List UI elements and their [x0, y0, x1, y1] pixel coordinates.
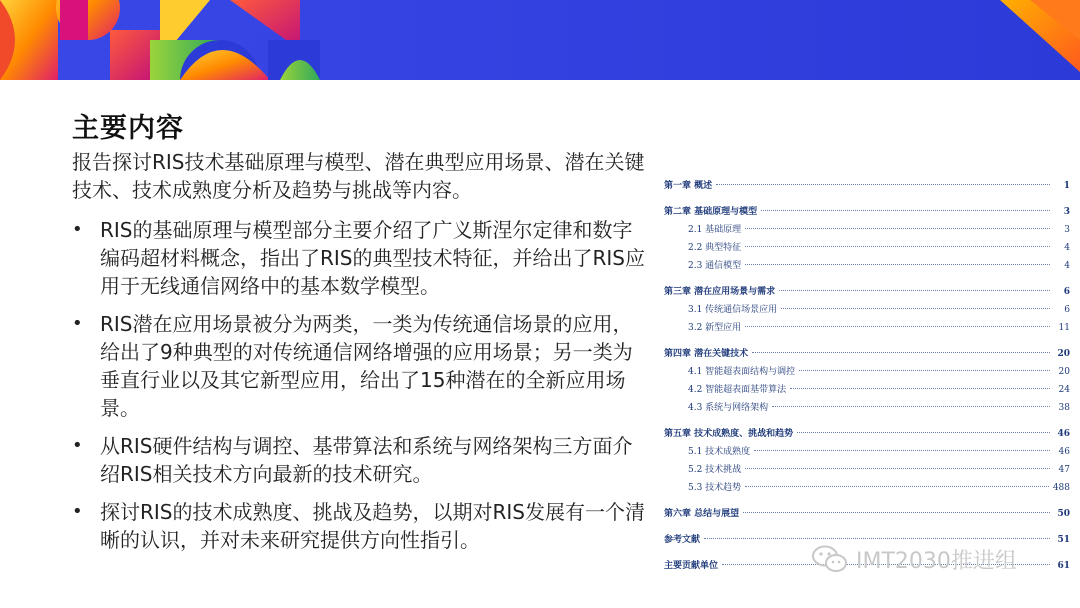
toc-label: 第三章 潜在应用场景与需求 [664, 287, 776, 297]
toc-leader [743, 512, 1050, 513]
toc-page-number: 3 [1064, 225, 1070, 235]
toc-label: 第四章 潜在关键技术 [664, 349, 749, 359]
toc-label: 2.1 基础原理 [688, 225, 742, 235]
toc-page-number: 46 [1058, 447, 1070, 457]
toc-label: 5.2 技术挑战 [688, 465, 742, 475]
toc-chapter-row [664, 284, 1070, 302]
toc-label: 2.2 典型特征 [688, 243, 742, 253]
toc-chapter-row [664, 204, 1070, 222]
bullet-list [72, 216, 650, 564]
toc-leader [761, 210, 1050, 211]
toc-label: 5.3 技术趋势 [688, 483, 742, 493]
toc-leader [752, 352, 1050, 353]
toc-page-number: 1 [1063, 181, 1070, 191]
bullet-text: RIS的基础原理与模型部分主要介绍了广义斯涅尔定律和数字编码超材料概念，指出了RIS的典型技术特征，并给出了RIS应用于无线通信网络中的基本数学模型。 [100, 218, 645, 298]
toc-section-row [664, 258, 1070, 276]
toc-leader [745, 486, 1049, 487]
toc-page-number: 46 [1057, 429, 1070, 439]
toc-label: 4.1 智能超表面结构与调控 [688, 367, 796, 377]
toc-leader [779, 290, 1050, 291]
toc-label: 3.2 新型应用 [688, 323, 742, 333]
decorative-banner [0, 0, 1080, 80]
toc-section-row [664, 320, 1070, 338]
toc-leader [745, 264, 1050, 265]
toc-leader [745, 326, 1050, 327]
toc-chapter-row [664, 178, 1070, 196]
toc-page-number: 50 [1057, 509, 1070, 519]
bullet-text: 从RIS硬件结构与调控、基带算法和系统与网络架构三方面介绍RIS相关技术方向最新的技术研究。 [100, 434, 633, 486]
toc-leader [790, 388, 1050, 389]
toc-label: 4.2 智能超表面基带算法 [688, 385, 787, 395]
toc-leader [716, 184, 1050, 185]
toc-section-row [664, 364, 1070, 382]
page-title: 主要内容 [72, 113, 184, 144]
toc-leader [745, 468, 1050, 469]
toc-page-number: 20 [1057, 349, 1070, 359]
toc-section-row [664, 400, 1070, 418]
table-of-contents [664, 178, 1070, 576]
toc-page-number: 20 [1058, 367, 1070, 377]
bullet-dot: • [72, 435, 83, 456]
toc-chapter-row [664, 426, 1070, 444]
toc-page-number: 38 [1058, 403, 1070, 413]
wechat-icon [812, 545, 848, 573]
toc-page-number: 488 [1052, 483, 1070, 493]
toc-page-number: 47 [1058, 465, 1070, 475]
watermark [812, 544, 1017, 574]
watermark-text: IMT2030推进组 [856, 548, 1017, 574]
intro-paragraph: 报告探讨RIS技术基础原理与模型、潜在典型应用场景、潜在关键技术、技术成熟度分析及趋势与挑战等内容。 [72, 150, 645, 202]
toc-label: 3.1 传统通信场景应用 [688, 305, 778, 315]
bullet-item [72, 498, 650, 554]
toc-leader [772, 406, 1050, 407]
bullet-text: RIS潜在应用场景被分为两类，一类为传统通信场景的应用，给出了9种典型的对传统通信网络增强的应用场景；另一类为垂直行业以及其它新型应用，给出了15种潜在的全新应用场景。 [100, 312, 633, 420]
toc-leader [781, 308, 1050, 309]
banner-graphic [0, 0, 1080, 80]
toc-section-row [664, 240, 1070, 258]
toc-leader [797, 432, 1050, 433]
toc-label: 第一章 概述 [664, 181, 713, 191]
toc-section-row [664, 222, 1070, 240]
toc-label: 第五章 技术成熟度、挑战和趋势 [664, 429, 794, 439]
toc-leader [745, 228, 1050, 229]
toc-leader [799, 370, 1050, 371]
toc-page-number: 11 [1058, 323, 1070, 333]
toc-section-row [664, 382, 1070, 400]
toc-section-row [664, 302, 1070, 320]
bullet-dot: • [72, 313, 83, 334]
toc-leader [745, 246, 1050, 247]
bullet-item [72, 310, 650, 422]
toc-label: 5.1 技术成熟度 [688, 447, 751, 457]
bullet-text: 探讨RIS的技术成熟度、挑战及趋势，以期对RIS发展有一个清晰的认识，并对未来研究提供方向性指引。 [100, 500, 645, 552]
toc-leader [754, 450, 1050, 451]
toc-section-row [664, 480, 1070, 498]
toc-label: 主要贡献单位 [664, 561, 719, 571]
toc-page-number: 6 [1064, 305, 1070, 315]
toc-page-number: 6 [1063, 287, 1070, 297]
toc-section-row [664, 462, 1070, 480]
toc-page-number: 4 [1064, 261, 1070, 271]
toc-page-number: 51 [1057, 535, 1070, 545]
toc-leader [704, 538, 1050, 539]
bullet-item [72, 432, 650, 488]
toc-section-row [664, 444, 1070, 462]
bullet-dot: • [72, 219, 83, 240]
toc-page-number: 4 [1064, 243, 1070, 253]
toc-page-number: 3 [1063, 207, 1070, 217]
toc-label: 第二章 基础原理与模型 [664, 207, 758, 217]
toc-label: 第六章 总结与展望 [664, 509, 740, 519]
toc-chapter-row [664, 506, 1070, 524]
bullet-dot: • [72, 501, 83, 522]
bullet-item [72, 216, 650, 300]
toc-chapter-row [664, 346, 1070, 364]
toc-label: 参考文献 [664, 535, 701, 545]
toc-label: 4.3 系统与网络架构 [688, 403, 769, 413]
toc-label: 2.3 通信模型 [688, 261, 742, 271]
toc-page-number: 61 [1057, 561, 1070, 571]
toc-page-number: 24 [1058, 385, 1070, 395]
